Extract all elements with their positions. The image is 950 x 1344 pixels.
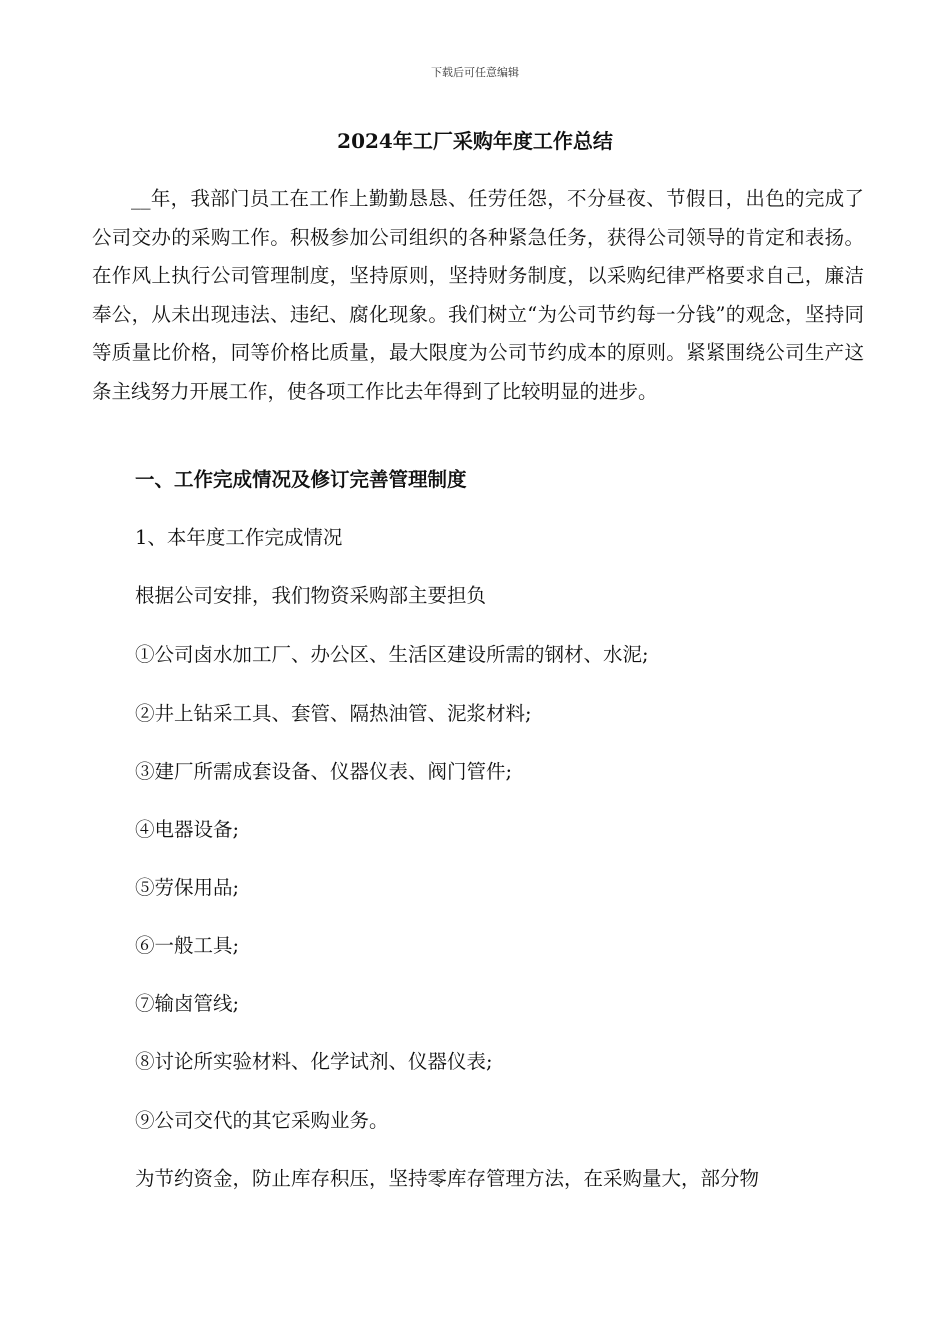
list-item: ④电器设备; bbox=[135, 818, 240, 841]
list-item: ⑨公司交代的其它采购业务。 bbox=[135, 1109, 389, 1132]
sub-heading: 1、本年度工作完成情况 bbox=[135, 526, 343, 549]
header-note: 下载后可任意编辑 bbox=[431, 66, 519, 79]
list-item: ⑥一般工具; bbox=[135, 934, 240, 957]
list-item: ⑧讨论所实验材料、化学试剂、仪器仪表; bbox=[135, 1050, 493, 1073]
intro-paragraph: __年，我部门员工在工作上勤勤恳恳、任劳任怨，不分昼夜、节假日，出色的完成了公司交办的采购工作。积极参加公司组织的各种紧急任务，获得公司领导的肯定和表扬。在作风上执行公司管理制度，坚持原则，坚持财务制度，以采购纪律严格要求自己，廉洁奉公，从未出现违法、违纪、腐化现象。我们树立“为公司节约每一分钱”的观念，坚持同等质量比价格，同等价格比质量，最大限度为公司节约成本的原则。紧紧围绕公司生产这条主线努力开展工作，使各项工作比去年得到了比较明显的进步。 bbox=[92, 187, 864, 403]
list-item: ②井上钻采工具、套管、隔热油管、泥浆材料; bbox=[135, 702, 532, 725]
closing-paragraph: 为节约资金，防止库存积压，坚持零库存管理方法，在采购量大，部分物 bbox=[135, 1167, 760, 1190]
lead-paragraph: 根据公司安排，我们物资采购部主要担负 bbox=[135, 584, 487, 607]
section-heading: 一、工作完成情况及修订完善管理制度 bbox=[135, 468, 467, 491]
list-item: ⑤劳保用品; bbox=[135, 876, 240, 899]
list-item: ①公司卤水加工厂、办公区、生活区建设所需的钢材、水泥; bbox=[135, 643, 649, 666]
list-item: ③建厂所需成套设备、仪器仪表、阀门管件; bbox=[135, 760, 513, 783]
list-item: ⑦输卤管线; bbox=[135, 992, 240, 1015]
document-title: 2024年工厂采购年度工作总结 bbox=[337, 129, 613, 153]
